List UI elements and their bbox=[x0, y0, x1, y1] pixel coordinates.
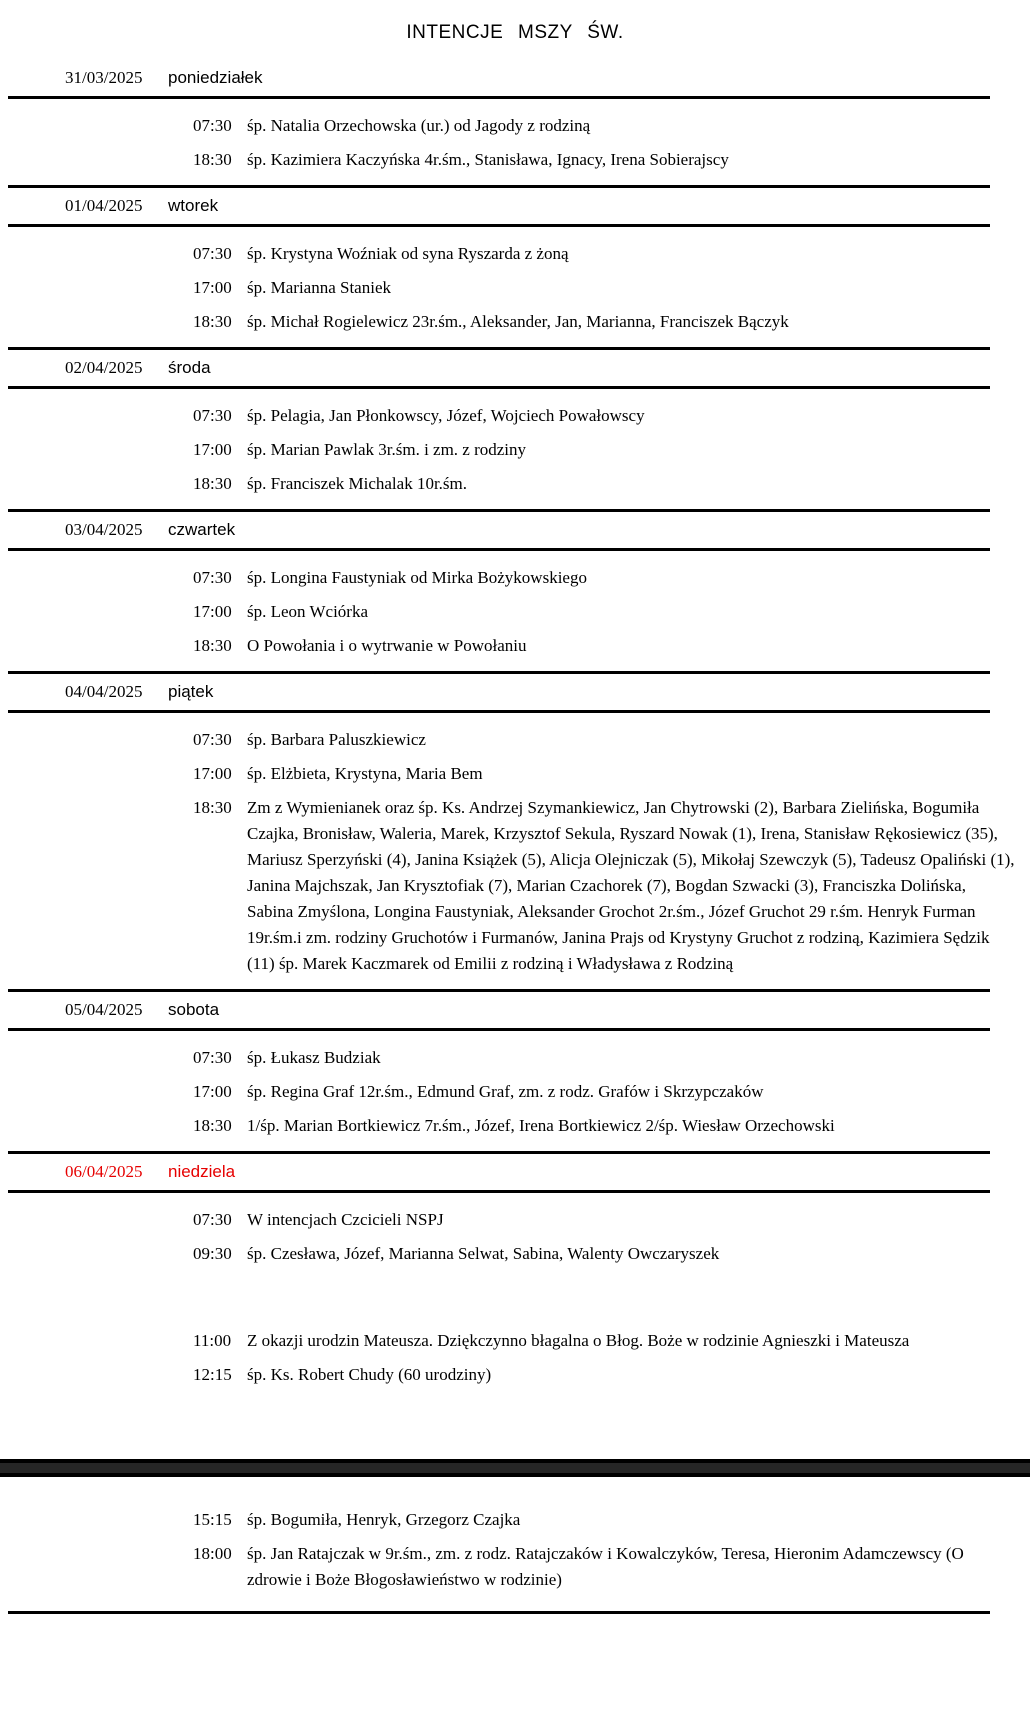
entry-time: 11:00 bbox=[193, 1331, 232, 1350]
entry-time: 09:30 bbox=[193, 1244, 232, 1263]
section-header bbox=[0, 674, 1030, 710]
section bbox=[0, 185, 1030, 347]
entry-row bbox=[0, 113, 1030, 139]
section-date: 02/04/2025 bbox=[65, 358, 143, 377]
entry-text: O Powołania i o wytrwanie w Powołaniu bbox=[247, 636, 527, 655]
bottom-rule bbox=[8, 1611, 990, 1614]
section-header bbox=[0, 350, 1030, 386]
entry-time: 18:30 bbox=[193, 798, 232, 817]
entry-row bbox=[0, 1113, 1030, 1139]
entry-text: śp. Michał Rogielewicz 23r.śm., Aleksander, Jan, Marianna, Franciszek Bączyk bbox=[247, 312, 789, 331]
section bbox=[0, 671, 1030, 989]
section bbox=[0, 509, 1030, 671]
entry-time: 07:30 bbox=[193, 406, 232, 425]
entry-row bbox=[0, 437, 1030, 463]
entry-row bbox=[0, 1328, 1030, 1354]
entry-text: W intencjach Czcicieli NSPJ bbox=[247, 1210, 444, 1229]
entry-time: 17:00 bbox=[193, 1082, 232, 1101]
section-date: 31/03/2025 bbox=[65, 68, 143, 87]
entry-time: 12:15 bbox=[193, 1365, 232, 1384]
entry-text: śp. Marian Pawlak 3r.śm. i zm. z rodziny bbox=[247, 440, 527, 459]
entry-text: śp. Łukasz Budziak bbox=[247, 1048, 381, 1067]
section bbox=[0, 1151, 1030, 1605]
entry-time: 07:30 bbox=[193, 1048, 232, 1067]
section-header bbox=[0, 60, 1030, 96]
section-date: 01/04/2025 bbox=[65, 196, 143, 215]
mass-intentions-page bbox=[0, 20, 1030, 1614]
entry-text: Z okazji urodzin Mateusza. Dziękczynno błagalna o Błog. Boże w rodzinie Agnieszki i Mateusza bbox=[247, 1331, 910, 1350]
entry-row bbox=[0, 599, 1030, 625]
entry-time: 07:30 bbox=[193, 1210, 232, 1229]
entry-row bbox=[0, 1241, 1030, 1267]
entry-text: śp. Jan Ratajczak w 9r.śm., zm. z rodz. Ratajczaków i Kowalczyków, Teresa, Hieronim Adamczewscy (O zdrowie i Boże Błogosławieństwo w rodzinie) bbox=[247, 1544, 964, 1589]
entry-time: 18:30 bbox=[193, 1116, 232, 1135]
entry-text: śp. Kazimiera Kaczyńska 4r.śm., Stanisława, Ignacy, Irena Sobierajscy bbox=[247, 150, 729, 169]
entry-row bbox=[0, 633, 1030, 659]
section-entries bbox=[0, 713, 1030, 989]
entry-time: 18:30 bbox=[193, 150, 232, 169]
section-entries bbox=[0, 227, 1030, 347]
section bbox=[0, 60, 1030, 185]
entry-row bbox=[0, 1207, 1030, 1233]
section-date: 03/04/2025 bbox=[65, 520, 143, 539]
section-header bbox=[0, 512, 1030, 548]
section-day: piątek bbox=[168, 682, 214, 701]
section-entries bbox=[0, 551, 1030, 671]
section-date: 04/04/2025 bbox=[65, 682, 143, 701]
entry-time: 07:30 bbox=[193, 568, 232, 587]
page-title: INTENCJE MSZY ŚW. bbox=[406, 22, 624, 43]
section-header bbox=[0, 188, 1030, 224]
entry-row bbox=[0, 147, 1030, 173]
entry-row bbox=[0, 1507, 1030, 1533]
entry-row bbox=[0, 403, 1030, 429]
section-entries bbox=[0, 1031, 1030, 1151]
entry-time: 17:00 bbox=[193, 278, 232, 297]
entry-text: śp. Ks. Robert Chudy (60 urodziny) bbox=[247, 1365, 492, 1384]
entry-text: śp. Pelagia, Jan Płonkowscy, Józef, Wojciech Powałowscy bbox=[247, 406, 645, 425]
page-break-bar bbox=[0, 1459, 1030, 1477]
entry-time: 18:30 bbox=[193, 312, 232, 331]
section-day: niedziela bbox=[168, 1162, 236, 1181]
entry-text: śp. Czesława, Józef, Marianna Selwat, Sabina, Walenty Owczaryszek bbox=[247, 1244, 720, 1263]
entry-row bbox=[0, 1079, 1030, 1105]
entry-text: śp. Elżbieta, Krystyna, Maria Bem bbox=[247, 764, 483, 783]
entry-time: 17:00 bbox=[193, 440, 232, 459]
entry-time: 17:00 bbox=[193, 602, 232, 621]
entry-text: śp. Regina Graf 12r.śm., Edmund Graf, zm. z rodz. Grafów i Skrzypczaków bbox=[247, 1082, 764, 1101]
entry-row bbox=[0, 795, 1030, 977]
entry-row bbox=[0, 761, 1030, 787]
entry-row bbox=[0, 1362, 1030, 1388]
entry-time: 18:30 bbox=[193, 474, 232, 493]
entry-text: 1/śp. Marian Bortkiewicz 7r.śm., Józef, Irena Bortkiewicz 2/śp. Wiesław Orzechowski bbox=[247, 1116, 835, 1135]
section-date: 06/04/2025 bbox=[65, 1162, 143, 1181]
entry-time: 18:30 bbox=[193, 636, 232, 655]
entry-time: 07:30 bbox=[193, 116, 232, 135]
entry-row bbox=[0, 275, 1030, 301]
section bbox=[0, 347, 1030, 509]
section-entries bbox=[0, 99, 1030, 185]
entry-row bbox=[0, 727, 1030, 753]
entry-row bbox=[0, 1045, 1030, 1071]
section-day: środa bbox=[168, 358, 211, 377]
entry-text: śp. Longina Faustyniak od Mirka Bożykowskiego bbox=[247, 568, 587, 587]
entry-row bbox=[0, 241, 1030, 267]
entry-time: 15:15 bbox=[193, 1510, 232, 1529]
entry-text: śp. Krystyna Woźniak od syna Ryszarda z żoną bbox=[247, 244, 569, 263]
entry-text: śp. Bogumiła, Henryk, Grzegorz Czajka bbox=[247, 1510, 521, 1529]
section-day: poniedziałek bbox=[168, 68, 263, 87]
entry-row bbox=[0, 1541, 1030, 1593]
section-entries bbox=[0, 389, 1030, 509]
section-header bbox=[0, 992, 1030, 1028]
section-header bbox=[0, 1154, 1030, 1190]
section-day: wtorek bbox=[168, 196, 219, 215]
entry-row bbox=[0, 309, 1030, 335]
section-date: 05/04/2025 bbox=[65, 1000, 143, 1019]
entry-text: śp. Franciszek Michalak 10r.śm. bbox=[247, 474, 468, 493]
entry-text: śp. Barbara Paluszkiewicz bbox=[247, 730, 426, 749]
section-day: sobota bbox=[168, 1000, 220, 1019]
entry-text: Zm z Wymienianek oraz śp. Ks. Andrzej Szymankiewicz, Jan Chytrowski (2), Barbara Zielińska, Bogumiła Czajka, Bronisław, Waleria, Marek, Krzysztof Sekula, Ryszard Nowak (1), Irena, Stanisław Rękosiewicz (35), Mariusz Sperzyński (4), Janina Książek (5), Alicja Olejniczak (5), Mikołaj Szewczyk (5), Tadeusz Opaliński (1), Janina Majchszak, Jan Krysztofiak (7), Marian Czachorek (7), Bogdan Szwacki (3), Franciszka Dolińska, Sabina Zmyślona, Longina Faustyniak, Aleksander Grochot 2r.śm., Józef Gruchot 29 r.śm. Henryk Furman 19r.śm.i zm. rodziny Gruchotów i Furmanów, Janina Prajs od Krystyny Gruchot z rodziną, Kazimiera Sędzik (11) śp. Marek Kaczmarek od Emilii z rodziną i Władysława z Rodziną bbox=[247, 798, 1015, 973]
section-day: czwartek bbox=[168, 520, 236, 539]
section-entries bbox=[0, 1193, 1030, 1605]
entry-time: 07:30 bbox=[193, 244, 232, 263]
entry-row bbox=[0, 565, 1030, 591]
entry-text: śp. Leon Wciórka bbox=[247, 602, 369, 621]
entry-time: 07:30 bbox=[193, 730, 232, 749]
entry-text: śp. Marianna Staniek bbox=[247, 278, 391, 297]
entry-row bbox=[0, 471, 1030, 497]
entry-text: śp. Natalia Orzechowska (ur.) od Jagody z rodziną bbox=[247, 116, 591, 135]
section bbox=[0, 989, 1030, 1151]
entry-time: 18:00 bbox=[193, 1544, 232, 1563]
entry-time: 17:00 bbox=[193, 764, 232, 783]
